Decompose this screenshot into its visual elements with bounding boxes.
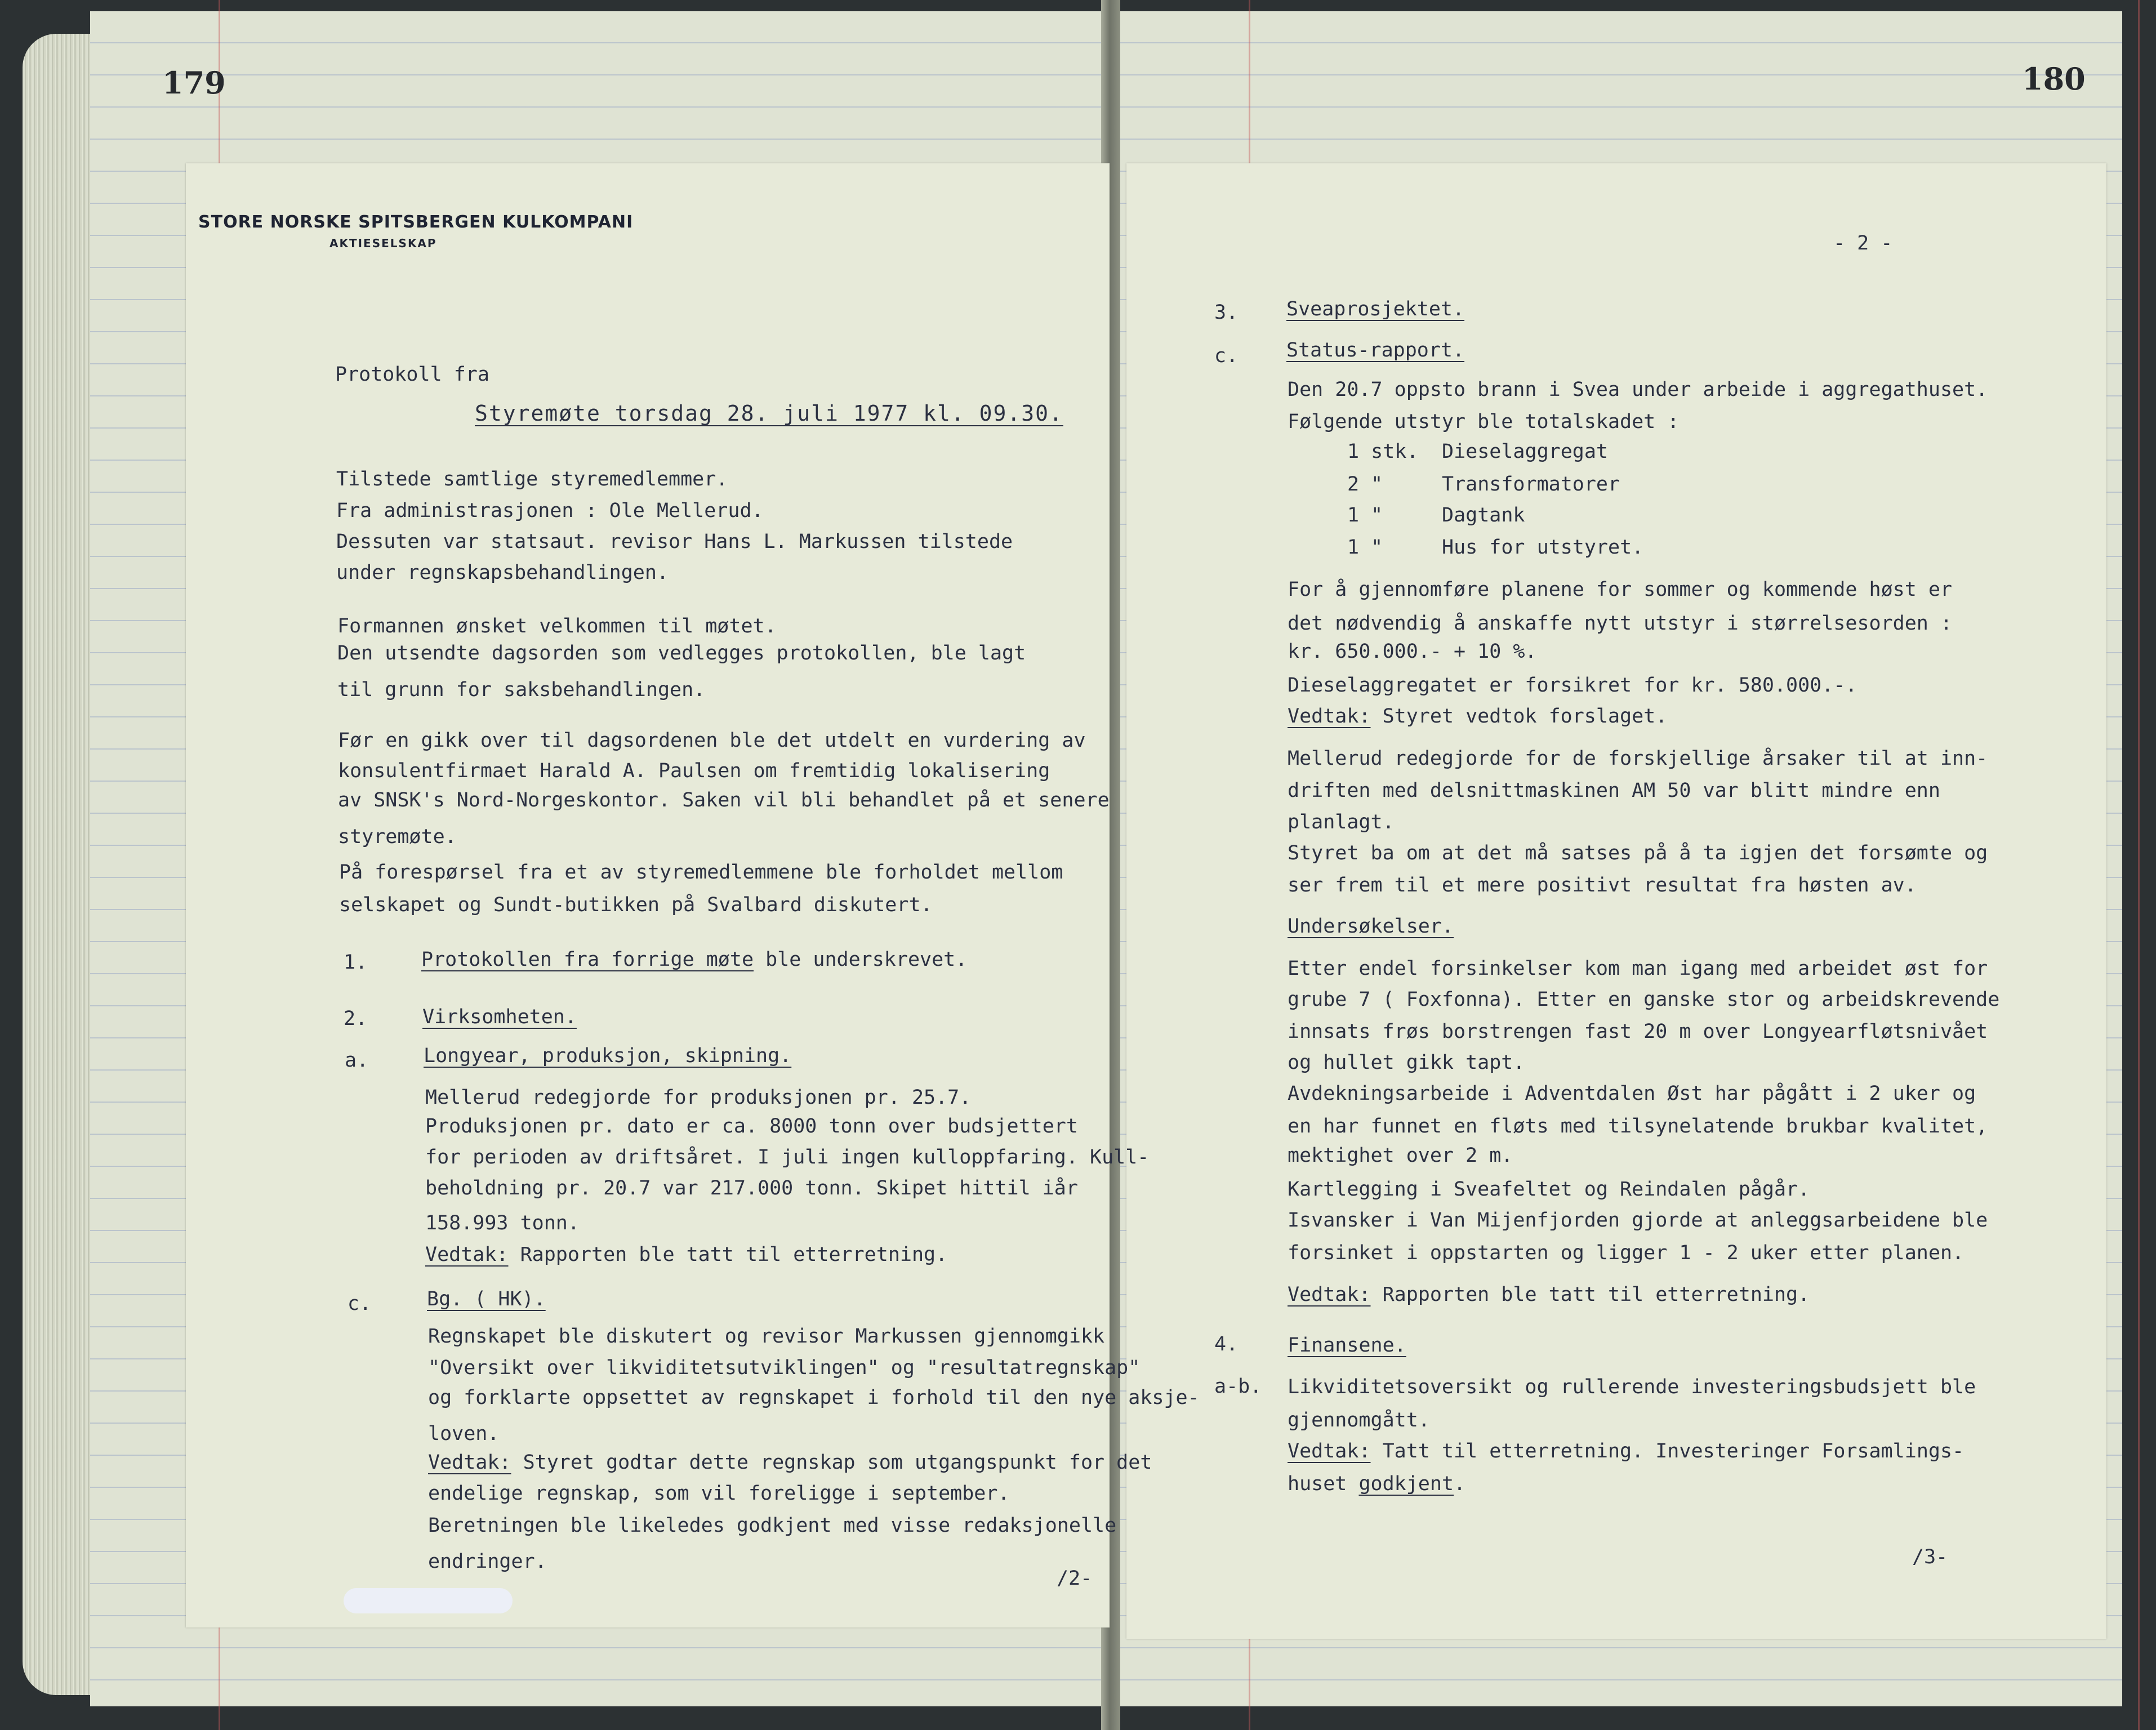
equipment-qty: 2 " [1347, 473, 1383, 496]
item-3-heading: Sveaprosjektet. [1286, 298, 1465, 320]
undersokelser-line: og hullet gikk tapt. [1288, 1051, 1525, 1074]
paulsen-line: styremøte. [338, 826, 457, 848]
item-3c-line: Følgende utstyr ble totalskadet : [1288, 411, 1680, 433]
item-3c-vedtak [1288, 707, 1667, 726]
paulsen-line: Før en gikk over til dagsordenen ble det utdelt en vurdering av [338, 729, 1086, 752]
mellerud-line: Mellerud redegjorde for de forskjellige årsaker til at inn- [1288, 747, 1988, 770]
equipment-item: Transformatorer [1442, 473, 1620, 496]
undersokelser-line: Kartlegging i Sveafeltet og Reindalen pågår. [1288, 1178, 1810, 1201]
last-line-prefix: huset [1288, 1473, 1359, 1495]
item-number: 3. [1214, 301, 1239, 324]
folio-number-right: 180 [2022, 61, 2086, 97]
undersokelser-heading: Undersøkelser. [1288, 915, 1454, 938]
mellerud-line: planlagt. [1288, 811, 1395, 833]
item-letter: c. [348, 1292, 372, 1315]
continuation-mark: /3- [1912, 1546, 1948, 1568]
item-2c-line: endringer. [428, 1550, 547, 1573]
item-2a-line: for perioden av driftsåret. I juli ingen kulloppfaring. Kull- [425, 1146, 1150, 1169]
attendance-line: under regnskapsbehandlingen. [336, 561, 669, 584]
item-letter: c. [1214, 345, 1239, 367]
item-1-heading: Protokollen fra forrige møte [421, 948, 754, 971]
item-4ab-line: gjennomgått. [1288, 1409, 1430, 1432]
mellerud-line: Styret ba om at det må satses på å ta igjen det forsømte og [1288, 842, 1988, 864]
mellerud-line: driften med delsnittmaskinen AM 50 var blitt mindre enn [1288, 779, 1940, 802]
equipment-item: Dagtank [1442, 504, 1525, 527]
meeting-title: Styremøte torsdag 28. juli 1977 kl. 09.30. [475, 401, 1063, 426]
equipment-qty: 1 stk. [1347, 440, 1419, 463]
attendance-line: Tilstede samtlige styremedlemmer. [336, 468, 728, 491]
intro-text: Protokoll fra [335, 363, 489, 386]
vedtak-label: Vedtak: [1288, 1440, 1371, 1463]
cost-line: det nødvendig å anskaffe nytt utstyr i størrelsesorden : [1288, 612, 1953, 635]
item-number: 1. [344, 951, 368, 974]
item-4ab-vedtak [1288, 1442, 1964, 1461]
paulsen-line: konsulentfirmaet Harald A. Paulsen om fremtidig lokalisering [338, 760, 1050, 782]
undersokelser-line: en har funnet en fløts med tilsynelatende brukbar kvalitet, [1288, 1115, 1988, 1138]
item-2-heading: Virksomheten. [422, 1006, 577, 1028]
attendance-line: Dessuten var statsaut. revisor Hans L. Markussen tilstede [336, 530, 1013, 553]
undersokelser-line: Avdekningsarbeide i Adventdalen Øst har pågått i 2 uker og [1288, 1082, 1976, 1105]
item-1-text: ble underskrevet. [754, 948, 968, 971]
item-3c-heading: Status-rapport. [1286, 339, 1465, 362]
item-4ab-line: Likviditetsoversikt og rullerende investeringsbudsjett ble [1288, 1376, 1976, 1398]
vedtak-label: Vedtak: [1288, 1283, 1371, 1306]
undersokelser-vedtak [1288, 1285, 1810, 1305]
margin-rule [2138, 0, 2140, 1730]
welcome-line: til grunn for saksbehandlingen. [337, 679, 706, 701]
item-2a-heading: Longyear, produksjon, skipning. [424, 1045, 792, 1067]
welcome-line: Formannen ønsket velkommen til møtet. [337, 615, 777, 637]
item-2c-line: Beretningen ble likeledes godkjent med visse redaksjonelle [428, 1514, 1117, 1537]
letterhead-company: STORE NORSKE SPITSBERGEN KULKOMPANI [198, 212, 634, 232]
folio-number-left: 179 [162, 65, 226, 101]
equipment-qty: 1 " [1347, 536, 1383, 559]
item-2c-line: endelige regnskap, som vil foreligge i september. [428, 1482, 1010, 1505]
vedtak-label: Vedtak: [425, 1243, 509, 1266]
item-number: 2. [344, 1007, 368, 1030]
equipment-qty: 1 " [1347, 504, 1383, 527]
last-line-underlined: godkjent [1358, 1473, 1454, 1495]
item-3c-line: Den 20.7 oppsto brann i Svea under arbeide i aggregathuset. [1288, 378, 1988, 401]
item-1-line [421, 950, 967, 970]
item-2c-line: og forklarte oppsettet av regnskapet i forhold til den nye aksje- [428, 1386, 1200, 1409]
item-letter: a. [345, 1049, 369, 1072]
equipment-item: Dieselaggregat [1442, 440, 1609, 463]
item-2c-line: loven. [428, 1423, 500, 1445]
last-line-suffix: . [1454, 1473, 1466, 1495]
undersokelser-line: forsinket i oppstarten og ligger 1 - 2 uker etter planen. [1288, 1242, 1965, 1264]
item-2a-line: 158.993 tonn. [425, 1212, 580, 1234]
attendance-line: Fra administrasjonen : Ole Mellerud. [336, 500, 764, 522]
item-2c-vedtak [428, 1453, 1152, 1473]
item-2a-line: Produksjonen pr. dato er ca. 8000 tonn over budsjettert [425, 1115, 1078, 1138]
cost-line: For å gjennomføre planene for sommer og kommende høst er [1288, 578, 1953, 601]
cost-line: Dieselaggregatet er forsikret for kr. 580.000.-. [1288, 674, 1857, 697]
vedtak-label: Vedtak: [428, 1451, 511, 1474]
item-number: 4. [1214, 1333, 1239, 1356]
undersokelser-line: Isvansker i Van Mijenfjorden gjorde at anleggsarbeidene ble [1288, 1209, 1988, 1232]
undersokelser-line: mektighet over 2 m. [1288, 1144, 1513, 1167]
undersokelser-line: Etter endel forsinkelser kom man igang med arbeidet øst for [1288, 957, 1988, 980]
item-2a-line: beholdning pr. 20.7 var 217.000 tonn. Skipet hittil iår [425, 1177, 1078, 1200]
welcome-line: Den utsendte dagsorden som vedlegges protokollen, ble lagt [337, 642, 1026, 665]
vedtak-text: Rapporten ble tatt til etterretning. [508, 1243, 948, 1266]
cost-line: kr. 650.000.- + 10 %. [1288, 640, 1537, 663]
continuation-mark: /2- [1057, 1567, 1093, 1590]
svalbard-line: selskapet og Sundt-butikken på Svalbard diskutert. [339, 894, 933, 916]
equipment-item: Hus for utstyret. [1442, 536, 1644, 559]
mellerud-line: ser frem til et mere positivt resultat fra høsten av. [1288, 874, 1917, 897]
item-letter: a-b. [1214, 1375, 1262, 1398]
vedtak-text: Styret godtar dette regnskap som utgangspunkt for det [511, 1451, 1152, 1474]
undersokelser-line: innsats frøs borstrengen fast 20 m over Longyearfløtsnivået [1288, 1020, 1988, 1043]
item-2a-line: Mellerud redegjorde for produksjonen pr. 25.7. [425, 1086, 972, 1109]
item-4-heading: Finansene. [1288, 1334, 1406, 1357]
item-2a-vedtak [425, 1245, 947, 1265]
undersokelser-line: grube 7 ( Foxfonna). Etter en ganske stor og arbeidskrevende [1288, 988, 2000, 1011]
item-2c-line: Regnskapet ble diskutert og revisor Markussen gjennomgikk [428, 1325, 1105, 1348]
vedtak-text: Tatt til etterretning. Investeringer Forsamlings- [1370, 1440, 1965, 1463]
correction-smudge [344, 1588, 513, 1613]
vedtak-text: Styret vedtok forslaget. [1370, 705, 1668, 728]
item-4ab-last-line [1288, 1474, 1465, 1494]
vedtak-text: Rapporten ble tatt til etterretning. [1370, 1283, 1810, 1306]
page-number: - 2 - [1833, 232, 1893, 255]
paulsen-line: av SNSK's Nord-Norgeskontor. Saken vil bli behandlet på et senere [338, 789, 1110, 812]
vedtak-label: Vedtak: [1288, 705, 1371, 728]
item-2c-line: "Oversikt over likviditetsutviklingen" og "resultatregnskap" [428, 1357, 1141, 1379]
svalbard-line: På forespørsel fra et av styremedlemmene ble forholdet mellom [339, 861, 1063, 884]
letterhead-subtitle: AKTIESELSKAP [329, 237, 437, 250]
item-2c-heading: Bg. ( HK). [427, 1288, 546, 1310]
